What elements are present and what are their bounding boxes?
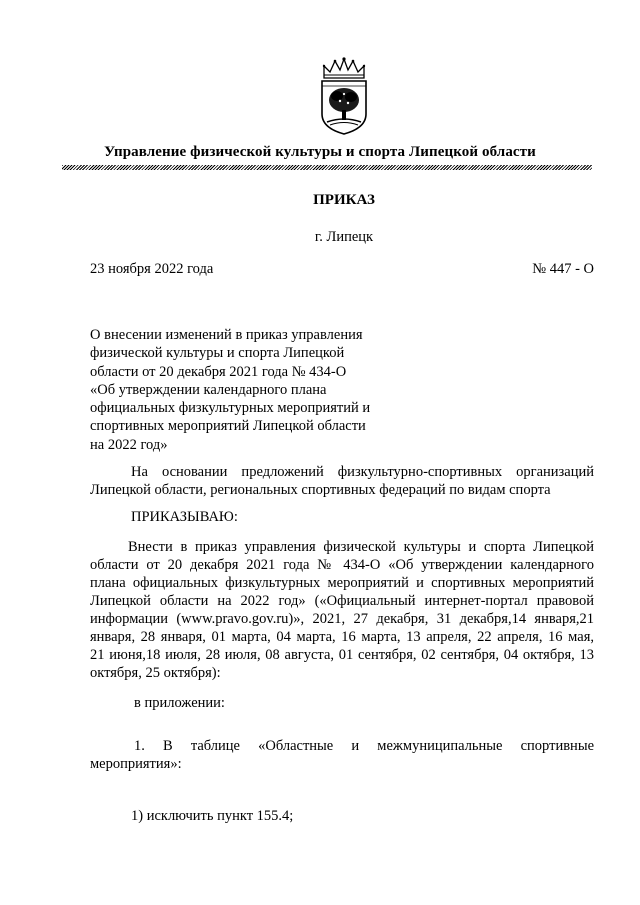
main-line: января, 28 января, 01 марта, 04 марта, 16 марта, 13 апреля, 22 апреля, 16 мая,	[90, 629, 594, 645]
subject-line: физической культуры и спорта Липецкой	[90, 345, 345, 362]
basis-line: На основании предложений физкультурно-спортивных организаций	[131, 464, 594, 480]
document-subject	[90, 326, 410, 454]
subject-line: «Об утверждении календарного плана	[90, 381, 327, 398]
item-line: 1. В таблице «Областные и межмуниципальные спортивные	[134, 738, 594, 754]
item-line: мероприятия»:	[90, 756, 182, 772]
main-line: области от 20 декабря 2021 года № 434-О «Об утверждении календарного	[90, 557, 594, 573]
document-city: г. Липецк	[314, 229, 374, 245]
subject-line: области от 20 декабря 2021 года № 434-О	[90, 363, 347, 380]
document-title: ПРИКАЗ	[313, 192, 375, 208]
basis-line: Липецкой области, региональных спортивных федераций по видам спорта	[90, 482, 551, 498]
subject-line: спортивных мероприятий Липецкой области	[90, 418, 366, 435]
document-date: 23 ноября 2022 года	[90, 261, 214, 277]
header-divider	[62, 165, 592, 170]
main-line: информации (www.pravo.gov.ru)», 2021, 27 декабря, 31 декабря,14 января,21	[90, 611, 594, 627]
appendix-heading: в приложении:	[134, 695, 225, 711]
subject-line: официальных физкультурных мероприятий и	[90, 400, 371, 417]
subitem-line: 1) исключить пункт 155.4;	[131, 808, 294, 824]
subject-line: на 2022 год»	[90, 436, 168, 453]
main-line: Липецкой области на 2022 год» («Официальный интернет-портал правовой	[90, 593, 594, 609]
organization-name: Управление физической культуры и спорта Липецкой области	[104, 144, 536, 160]
lipetsk-coat-of-arms-icon	[318, 56, 370, 136]
main-line: плана официальных физкультурных мероприятий и спортивных мероприятий	[90, 575, 594, 591]
document-number: № 447 - О	[532, 261, 594, 277]
order-word: ПРИКАЗЫВАЮ:	[131, 509, 238, 525]
main-line: 21 июня,18 июля, 28 июля, 08 августа, 01 сентября, 02 сентября, 04 октября, 13	[90, 647, 594, 663]
subject-line: О внесении изменений в приказ управления	[90, 327, 363, 343]
main-line: Внести в приказ управления физической культуры и спорта Липецкой	[128, 539, 594, 555]
main-line: октября, 25 октября):	[90, 665, 221, 681]
